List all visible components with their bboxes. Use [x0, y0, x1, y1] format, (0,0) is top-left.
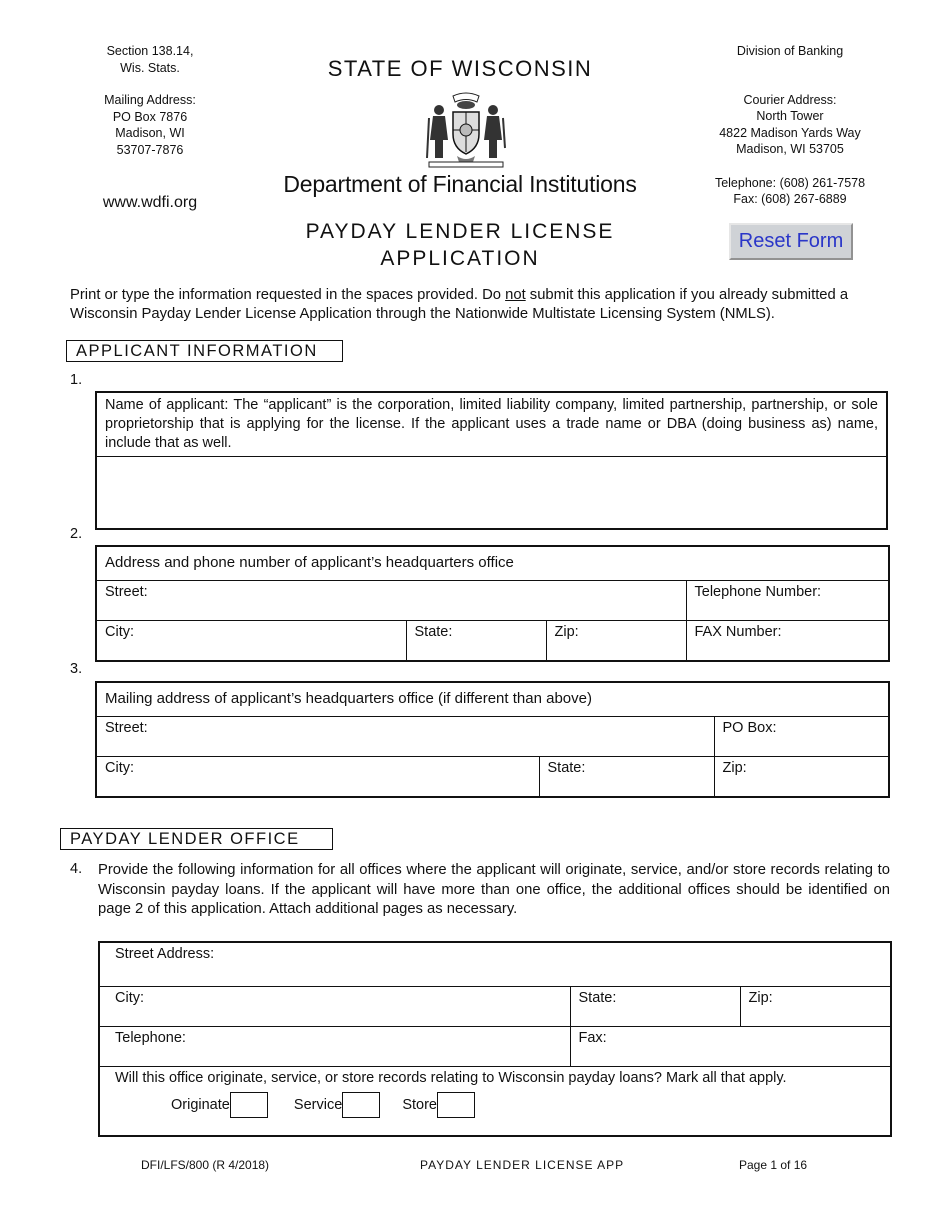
office-activity-row [99, 1066, 891, 1136]
department-name: Department of Financial Institutions [283, 171, 637, 197]
applicant-name-input[interactable] [96, 457, 887, 529]
applicant-information-header: APPLICANT INFORMATION [66, 340, 343, 362]
hq-zip-field[interactable]: Zip: [546, 620, 686, 661]
service-label: Service [293, 1096, 343, 1113]
applicant-name-table [95, 391, 888, 530]
mail-pobox-field[interactable]: PO Box: [714, 716, 889, 756]
office-instructions: Provide the following information for all offices where the applicant will originate, service, and/or store records relating to Wisconsin payday loans. If the applicant will have more than one office, the additional offices should be identified on page 2 of this application. Attach additional pages as necessary. [98, 862, 890, 917]
mailing-address-table [95, 681, 890, 798]
hq-telephone-field[interactable]: Telephone Number: [686, 580, 889, 620]
telephone-number: Telephone: (608) 261-7578 [714, 175, 866, 190]
mail-zip-field[interactable]: Zip: [714, 756, 889, 797]
statute-reference: Section 138.14, Wis. Stats. Mailing Address: PO Box 7876 Madison, WI 53707-7876 [70, 43, 230, 158]
question-number: 2. [70, 526, 83, 542]
hq-city-field[interactable]: City: [96, 620, 406, 661]
mail-city-field[interactable]: City: [96, 756, 539, 797]
reset-form-button[interactable]: Reset Form [729, 223, 853, 260]
form-number: DFI/LFS/800 (R 4/2018) [141, 1158, 270, 1172]
division-name: Division of Banking [736, 44, 844, 58]
office-info-table [98, 941, 892, 1137]
hq-fax-field[interactable]: FAX Number: [686, 620, 889, 661]
mail-street-field[interactable]: Street: [96, 716, 714, 756]
office-zip-field[interactable]: Zip: [740, 986, 891, 1026]
courier-address: Courier Address: North Tower 4822 Madison Yards Way Madison, WI 53705 [719, 92, 861, 156]
fax-number: Fax: (608) 267-6889 [733, 192, 847, 206]
mailing-address-heading: Mailing address of applicant’s headquarters office (if different than above) [96, 682, 889, 716]
activity-question: Will this office originate, service, or store records relating to Wisconsin payday loans? Mark all that apply. [115, 1069, 787, 1086]
applicant-name-instructions: Name of applicant: The “applicant” is the corporation, limited liability company, limited partnership, partnership, or sole proprietorship that is applying for the license. If the applicant uses a trade name or DBA (doing business as) name, include that as well. [96, 392, 887, 457]
question-number: 1. [70, 372, 83, 388]
division-contact [700, 43, 880, 208]
office-fax-field[interactable]: Fax: [570, 1026, 891, 1066]
state-title: STATE OF WISCONSIN [327, 56, 593, 81]
service-checkbox[interactable] [342, 1092, 380, 1118]
originate-label: Originate [171, 1096, 230, 1113]
form-title: PAYDAY LENDER LICENSE APPLICATION [305, 220, 615, 270]
website-link[interactable]: www.wdfi.org [102, 194, 198, 211]
payday-lender-office-header: PAYDAY LENDER OFFICE [60, 828, 333, 850]
headquarters-heading: Address and phone number of applicant’s headquarters office [96, 546, 889, 580]
intro-instructions: Print or type the information requested in the spaces provided. Do not submit this application if you already submitted a Wisconsin Payday Lender License Application through the Nationwide Multistate Licensing System (NMLS). [70, 287, 849, 322]
page-number: Page 1 of 16 [739, 1158, 808, 1172]
office-street-field[interactable]: Street Address: [99, 942, 891, 986]
headquarters-address-table [95, 545, 890, 662]
office-telephone-field[interactable]: Telephone: [99, 1026, 570, 1066]
question-number: 4. [70, 861, 83, 877]
originate-checkbox[interactable] [230, 1092, 268, 1118]
footer-title: PAYDAY LENDER LICENSE APP [420, 1158, 625, 1172]
office-state-field[interactable]: State: [570, 986, 740, 1026]
question-number: 3. [70, 661, 83, 677]
hq-state-field[interactable]: State: [406, 620, 546, 661]
mailing-address: Mailing Address: PO Box 7876 Madison, WI 53707-7876 [104, 93, 196, 157]
store-label: Store [402, 1096, 437, 1113]
store-checkbox[interactable] [437, 1092, 475, 1118]
hq-street-field[interactable]: Street: [96, 580, 686, 620]
office-city-field[interactable]: City: [99, 986, 570, 1026]
wisconsin-state-seal-icon [423, 88, 509, 170]
mail-state-field[interactable]: State: [539, 756, 714, 797]
